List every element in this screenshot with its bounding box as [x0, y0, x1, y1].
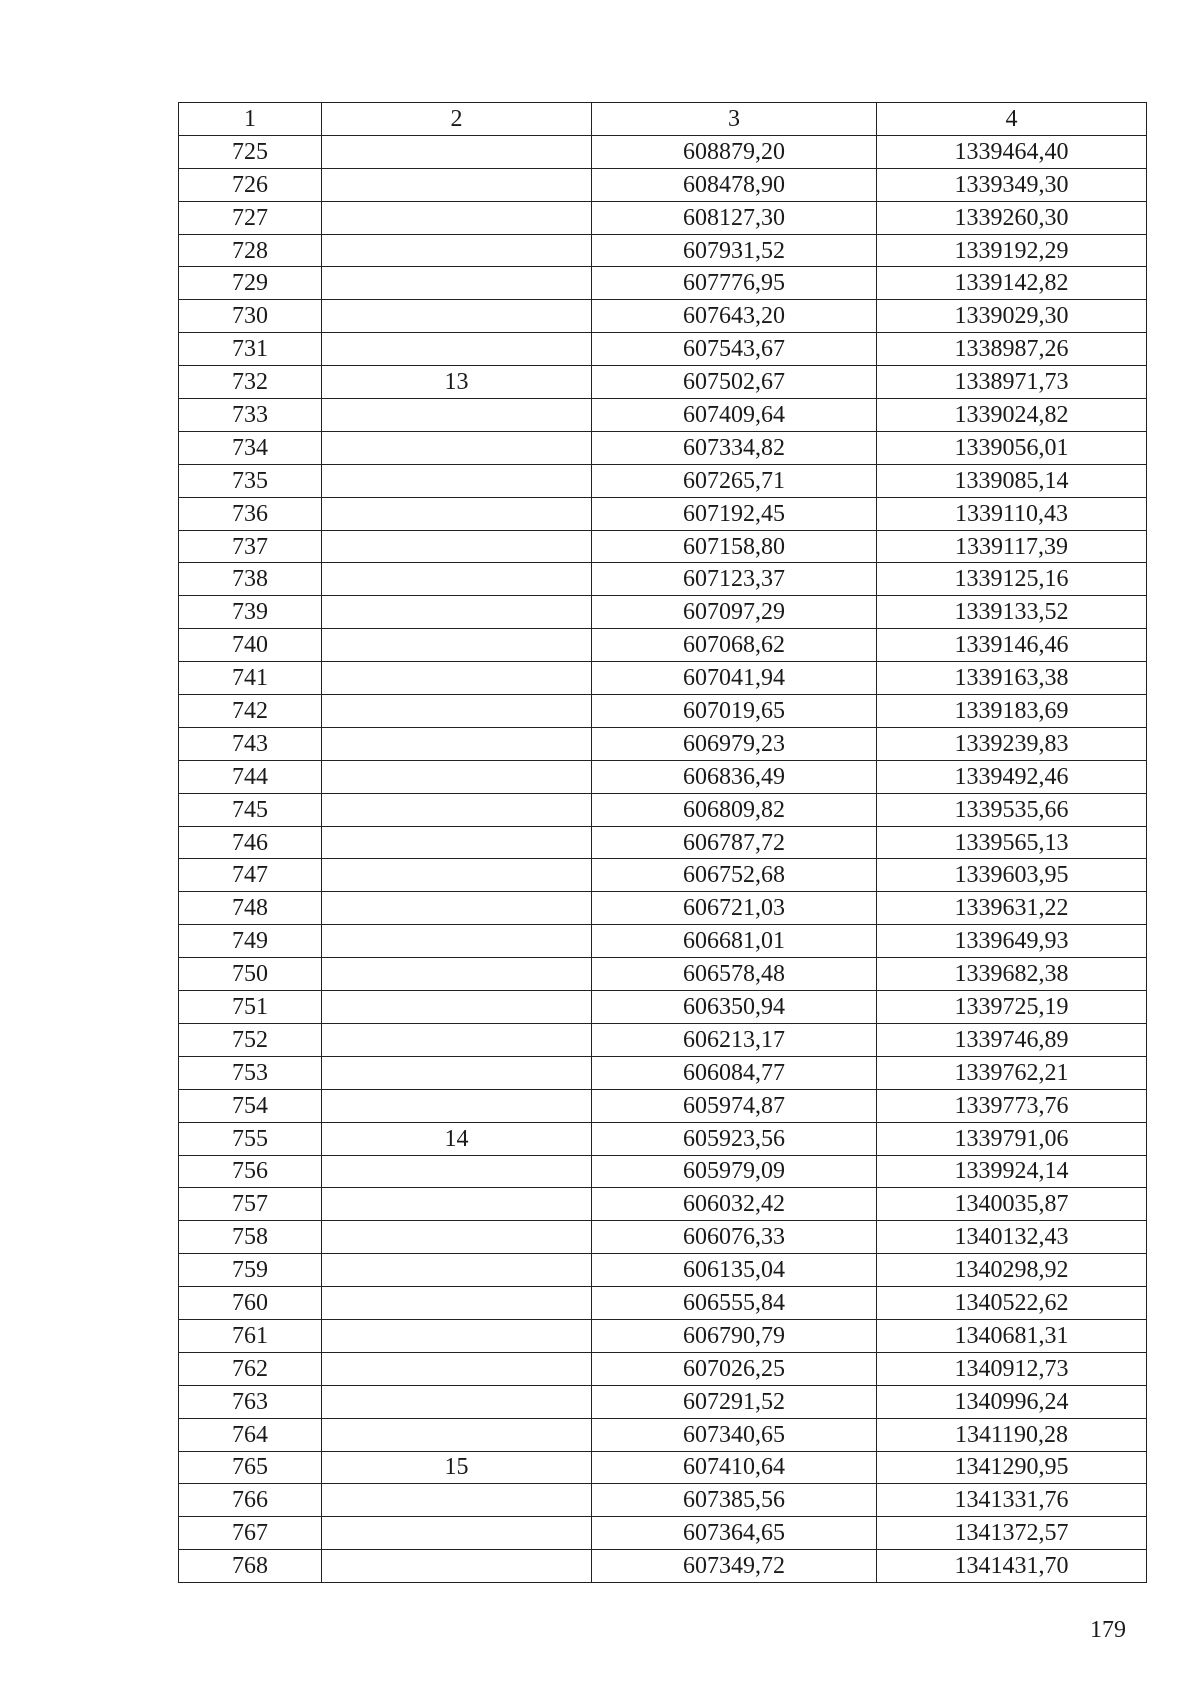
table-row	[179, 1089, 1147, 1122]
y-coordinate-cell: 1339117,39	[877, 530, 1147, 563]
table-row	[179, 1221, 1147, 1254]
y-coordinate-cell: 1339492,46	[877, 760, 1147, 793]
x-coordinate-cell: 606578,48	[592, 958, 877, 991]
table-row	[179, 596, 1147, 629]
y-coordinate-cell: 1339192,29	[877, 234, 1147, 267]
point-number-cell: 758	[179, 1221, 322, 1254]
y-coordinate-cell: 1339725,19	[877, 991, 1147, 1024]
y-coordinate-cell: 1339682,38	[877, 958, 1147, 991]
x-coordinate-cell: 607123,37	[592, 563, 877, 596]
section-number-cell: 15	[322, 1451, 592, 1484]
y-coordinate-cell: 1340522,62	[877, 1287, 1147, 1320]
x-coordinate-cell: 606836,49	[592, 760, 877, 793]
table-row	[179, 1056, 1147, 1089]
x-coordinate-cell: 607776,95	[592, 267, 877, 300]
y-coordinate-cell: 1339565,13	[877, 826, 1147, 859]
y-coordinate-cell: 1341372,57	[877, 1517, 1147, 1550]
table-row	[179, 925, 1147, 958]
point-number-cell: 742	[179, 695, 322, 728]
x-coordinate-cell: 606555,84	[592, 1287, 877, 1320]
y-coordinate-cell: 1340132,43	[877, 1221, 1147, 1254]
point-number-cell: 740	[179, 629, 322, 662]
y-coordinate-cell: 1339029,30	[877, 300, 1147, 333]
y-coordinate-cell: 1338971,73	[877, 366, 1147, 399]
table-row	[179, 760, 1147, 793]
x-coordinate-cell: 606350,94	[592, 991, 877, 1024]
x-coordinate-cell: 605923,56	[592, 1122, 877, 1155]
y-coordinate-cell: 1338987,26	[877, 333, 1147, 366]
section-number-cell	[322, 1254, 592, 1287]
point-number-cell: 745	[179, 793, 322, 826]
section-number-cell	[322, 1188, 592, 1221]
point-number-cell: 734	[179, 431, 322, 464]
x-coordinate-cell: 607026,25	[592, 1352, 877, 1385]
section-number-cell	[322, 1517, 592, 1550]
point-number-cell: 757	[179, 1188, 322, 1221]
x-coordinate-cell: 607502,67	[592, 366, 877, 399]
section-number-cell	[322, 629, 592, 662]
table-row	[179, 168, 1147, 201]
table-row	[179, 892, 1147, 925]
section-number-cell	[322, 1550, 592, 1583]
section-number-cell	[322, 1418, 592, 1451]
y-coordinate-cell: 1339133,52	[877, 596, 1147, 629]
y-coordinate-cell: 1339349,30	[877, 168, 1147, 201]
table-row	[179, 530, 1147, 563]
y-coordinate-cell: 1339125,16	[877, 563, 1147, 596]
table-row	[179, 1517, 1147, 1550]
x-coordinate-cell: 606135,04	[592, 1254, 877, 1287]
coordinates-table	[178, 102, 1147, 1583]
y-coordinate-cell: 1340681,31	[877, 1319, 1147, 1352]
table-row	[179, 399, 1147, 432]
y-coordinate-cell: 1340298,92	[877, 1254, 1147, 1287]
section-number-cell	[322, 464, 592, 497]
x-coordinate-cell: 608127,30	[592, 201, 877, 234]
point-number-cell: 737	[179, 530, 322, 563]
point-number-cell: 739	[179, 596, 322, 629]
section-number-cell	[322, 859, 592, 892]
y-coordinate-cell: 1339535,66	[877, 793, 1147, 826]
x-coordinate-cell: 606032,42	[592, 1188, 877, 1221]
y-coordinate-cell: 1341290,95	[877, 1451, 1147, 1484]
y-coordinate-cell: 1339163,38	[877, 662, 1147, 695]
y-coordinate-cell: 1339146,46	[877, 629, 1147, 662]
x-coordinate-cell: 607041,94	[592, 662, 877, 695]
table-row	[179, 629, 1147, 662]
point-number-cell: 738	[179, 563, 322, 596]
section-number-cell	[322, 695, 592, 728]
x-coordinate-cell: 607931,52	[592, 234, 877, 267]
x-coordinate-cell: 607019,65	[592, 695, 877, 728]
y-coordinate-cell: 1339024,82	[877, 399, 1147, 432]
section-number-cell	[322, 727, 592, 760]
section-number-cell	[322, 760, 592, 793]
section-number-cell	[322, 333, 592, 366]
table-row	[179, 333, 1147, 366]
y-coordinate-cell: 1339260,30	[877, 201, 1147, 234]
section-number-cell	[322, 563, 592, 596]
y-coordinate-cell: 1341431,70	[877, 1550, 1147, 1583]
x-coordinate-cell: 607543,67	[592, 333, 877, 366]
table-row	[179, 267, 1147, 300]
x-coordinate-cell: 607334,82	[592, 431, 877, 464]
x-coordinate-cell: 606213,17	[592, 1023, 877, 1056]
point-number-cell: 728	[179, 234, 322, 267]
table-row	[179, 1550, 1147, 1583]
section-number-cell: 13	[322, 366, 592, 399]
x-coordinate-cell: 607385,56	[592, 1484, 877, 1517]
x-coordinate-cell: 607068,62	[592, 629, 877, 662]
section-number-cell	[322, 1287, 592, 1320]
section-number-cell	[322, 1089, 592, 1122]
x-coordinate-cell: 607192,45	[592, 497, 877, 530]
column-header-1: 1	[179, 103, 322, 136]
table-row	[179, 662, 1147, 695]
point-number-cell: 760	[179, 1287, 322, 1320]
table-row	[179, 135, 1147, 168]
x-coordinate-cell: 608478,90	[592, 168, 877, 201]
table-header-row	[179, 103, 1147, 136]
y-coordinate-cell: 1339142,82	[877, 267, 1147, 300]
x-coordinate-cell: 607349,72	[592, 1550, 877, 1583]
y-coordinate-cell: 1339603,95	[877, 859, 1147, 892]
point-number-cell: 727	[179, 201, 322, 234]
x-coordinate-cell: 605974,87	[592, 1089, 877, 1122]
y-coordinate-cell: 1339239,83	[877, 727, 1147, 760]
table-row	[179, 1155, 1147, 1188]
x-coordinate-cell: 605979,09	[592, 1155, 877, 1188]
x-coordinate-cell: 606076,33	[592, 1221, 877, 1254]
point-number-cell: 726	[179, 168, 322, 201]
table-row	[179, 431, 1147, 464]
table-row	[179, 366, 1147, 399]
table-row	[179, 695, 1147, 728]
x-coordinate-cell: 606084,77	[592, 1056, 877, 1089]
point-number-cell: 736	[179, 497, 322, 530]
point-number-cell: 755	[179, 1122, 322, 1155]
table-row	[179, 1188, 1147, 1221]
table-row	[179, 727, 1147, 760]
section-number-cell	[322, 530, 592, 563]
section-number-cell	[322, 168, 592, 201]
point-number-cell: 731	[179, 333, 322, 366]
x-coordinate-cell: 607340,65	[592, 1418, 877, 1451]
section-number-cell	[322, 135, 592, 168]
x-coordinate-cell: 606979,23	[592, 727, 877, 760]
table-row	[179, 234, 1147, 267]
section-number-cell	[322, 991, 592, 1024]
table-row	[179, 1254, 1147, 1287]
table-row	[179, 1319, 1147, 1352]
column-header-4: 4	[877, 103, 1147, 136]
section-number-cell	[322, 1221, 592, 1254]
table-row	[179, 497, 1147, 530]
point-number-cell: 743	[179, 727, 322, 760]
x-coordinate-cell: 607158,80	[592, 530, 877, 563]
y-coordinate-cell: 1340035,87	[877, 1188, 1147, 1221]
table-row	[179, 1418, 1147, 1451]
point-number-cell: 751	[179, 991, 322, 1024]
x-coordinate-cell: 606721,03	[592, 892, 877, 925]
section-number-cell	[322, 1352, 592, 1385]
x-coordinate-cell: 607097,29	[592, 596, 877, 629]
point-number-cell: 766	[179, 1484, 322, 1517]
y-coordinate-cell: 1340912,73	[877, 1352, 1147, 1385]
coordinates-table-container	[178, 102, 1146, 1583]
x-coordinate-cell: 606790,79	[592, 1319, 877, 1352]
x-coordinate-cell: 607409,64	[592, 399, 877, 432]
section-number-cell	[322, 1385, 592, 1418]
table-row	[179, 958, 1147, 991]
point-number-cell: 765	[179, 1451, 322, 1484]
table-row	[179, 1023, 1147, 1056]
table-row	[179, 464, 1147, 497]
column-header-3: 3	[592, 103, 877, 136]
y-coordinate-cell: 1339085,14	[877, 464, 1147, 497]
section-number-cell	[322, 201, 592, 234]
table-row	[179, 991, 1147, 1024]
column-header-2: 2	[322, 103, 592, 136]
table-row	[179, 1484, 1147, 1517]
section-number-cell	[322, 267, 592, 300]
table-body	[179, 135, 1147, 1582]
point-number-cell: 756	[179, 1155, 322, 1188]
point-number-cell: 747	[179, 859, 322, 892]
section-number-cell	[322, 1056, 592, 1089]
point-number-cell: 725	[179, 135, 322, 168]
section-number-cell	[322, 925, 592, 958]
point-number-cell: 748	[179, 892, 322, 925]
section-number-cell	[322, 497, 592, 530]
point-number-cell: 735	[179, 464, 322, 497]
section-number-cell	[322, 234, 592, 267]
point-number-cell: 764	[179, 1418, 322, 1451]
section-number-cell	[322, 958, 592, 991]
point-number-cell: 729	[179, 267, 322, 300]
section-number-cell	[322, 1484, 592, 1517]
x-coordinate-cell: 607265,71	[592, 464, 877, 497]
section-number-cell	[322, 826, 592, 859]
section-number-cell	[322, 399, 592, 432]
point-number-cell: 741	[179, 662, 322, 695]
point-number-cell: 759	[179, 1254, 322, 1287]
point-number-cell: 744	[179, 760, 322, 793]
y-coordinate-cell: 1339762,21	[877, 1056, 1147, 1089]
table-row	[179, 201, 1147, 234]
point-number-cell: 763	[179, 1385, 322, 1418]
point-number-cell: 732	[179, 366, 322, 399]
y-coordinate-cell: 1340996,24	[877, 1385, 1147, 1418]
table-row	[179, 1451, 1147, 1484]
section-number-cell: 14	[322, 1122, 592, 1155]
table-row	[179, 1122, 1147, 1155]
table-row	[179, 1287, 1147, 1320]
x-coordinate-cell: 608879,20	[592, 135, 877, 168]
point-number-cell: 753	[179, 1056, 322, 1089]
point-number-cell: 762	[179, 1352, 322, 1385]
table-row	[179, 1352, 1147, 1385]
page-number: 179	[1090, 1617, 1126, 1643]
table-row	[179, 563, 1147, 596]
point-number-cell: 767	[179, 1517, 322, 1550]
point-number-cell: 749	[179, 925, 322, 958]
table-row	[179, 793, 1147, 826]
section-number-cell	[322, 1023, 592, 1056]
point-number-cell: 752	[179, 1023, 322, 1056]
y-coordinate-cell: 1339746,89	[877, 1023, 1147, 1056]
table-row	[179, 859, 1147, 892]
y-coordinate-cell: 1339183,69	[877, 695, 1147, 728]
y-coordinate-cell: 1339464,40	[877, 135, 1147, 168]
y-coordinate-cell: 1341331,76	[877, 1484, 1147, 1517]
y-coordinate-cell: 1339773,76	[877, 1089, 1147, 1122]
section-number-cell	[322, 892, 592, 925]
table-row	[179, 300, 1147, 333]
y-coordinate-cell: 1339056,01	[877, 431, 1147, 464]
point-number-cell: 746	[179, 826, 322, 859]
section-number-cell	[322, 300, 592, 333]
section-number-cell	[322, 662, 592, 695]
x-coordinate-cell: 606787,72	[592, 826, 877, 859]
table-row	[179, 1385, 1147, 1418]
x-coordinate-cell: 606809,82	[592, 793, 877, 826]
point-number-cell: 754	[179, 1089, 322, 1122]
x-coordinate-cell: 607643,20	[592, 300, 877, 333]
y-coordinate-cell: 1341190,28	[877, 1418, 1147, 1451]
x-coordinate-cell: 606752,68	[592, 859, 877, 892]
section-number-cell	[322, 1155, 592, 1188]
section-number-cell	[322, 596, 592, 629]
table-row	[179, 826, 1147, 859]
x-coordinate-cell: 607410,64	[592, 1451, 877, 1484]
y-coordinate-cell: 1339110,43	[877, 497, 1147, 530]
y-coordinate-cell: 1339791,06	[877, 1122, 1147, 1155]
point-number-cell: 761	[179, 1319, 322, 1352]
y-coordinate-cell: 1339631,22	[877, 892, 1147, 925]
x-coordinate-cell: 607291,52	[592, 1385, 877, 1418]
point-number-cell: 730	[179, 300, 322, 333]
point-number-cell: 733	[179, 399, 322, 432]
section-number-cell	[322, 1319, 592, 1352]
section-number-cell	[322, 431, 592, 464]
x-coordinate-cell: 607364,65	[592, 1517, 877, 1550]
section-number-cell	[322, 793, 592, 826]
y-coordinate-cell: 1339924,14	[877, 1155, 1147, 1188]
x-coordinate-cell: 606681,01	[592, 925, 877, 958]
y-coordinate-cell: 1339649,93	[877, 925, 1147, 958]
point-number-cell: 750	[179, 958, 322, 991]
point-number-cell: 768	[179, 1550, 322, 1583]
